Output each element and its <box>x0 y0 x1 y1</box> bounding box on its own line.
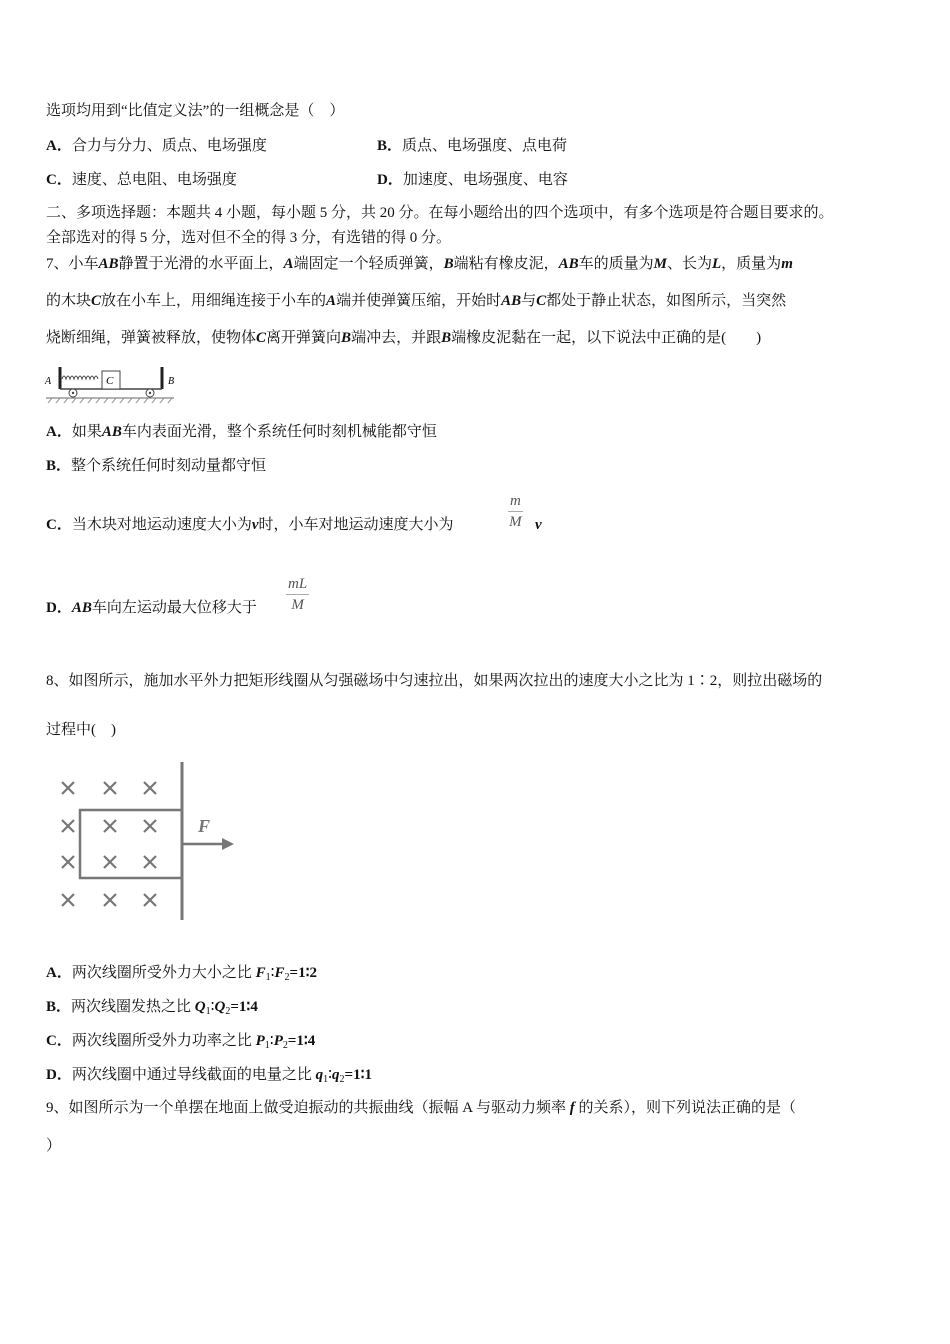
math-symbol: B <box>341 330 352 346</box>
q7-stem-line3 <box>46 328 761 348</box>
subscript: 2 <box>284 972 290 983</box>
text-segment: 放在小车上，用细绳连接于小车的 <box>101 293 327 309</box>
denominator: M <box>291 597 304 613</box>
q8-stem-line1 <box>46 671 822 691</box>
q7-stem-line1 <box>46 254 793 274</box>
math-symbol: A <box>283 256 294 272</box>
text-segment: 离开弹簧向 <box>266 330 342 346</box>
math-symbol: v <box>251 517 259 533</box>
text-segment: 8、如图所示，施加水平外力把矩形线圈从匀强磁场中匀速拉出，如果两次拉出的速度大小之比为 1∶2，则拉出磁场的 <box>46 673 823 689</box>
q6-option-a <box>46 136 267 156</box>
text-segment: =1∶1 <box>344 1067 372 1083</box>
text-segment: ，质量为 <box>721 256 782 272</box>
math-symbol: AB <box>101 424 122 440</box>
math-symbol: P <box>273 1033 283 1049</box>
q6-option-c <box>46 170 237 190</box>
text-segment: ∶ <box>328 1067 333 1083</box>
force-label: F <box>198 816 211 836</box>
text-segment: 都处于静止状态，如图所示，当突然 <box>546 293 787 309</box>
magnetic-field-cross-icon <box>144 894 156 906</box>
text-segment: B． <box>377 138 403 154</box>
q7-option-d <box>46 598 257 618</box>
text-segment: 选项均用到“比值定义法”的一组概念是（ ） <box>46 103 345 119</box>
text-segment: ∶ <box>210 999 215 1015</box>
denominator: M <box>509 514 522 530</box>
text-segment: B． <box>46 999 72 1015</box>
text-segment: B． <box>46 458 72 474</box>
text-segment: D． <box>46 600 72 616</box>
text-segment: 、长为 <box>666 256 712 272</box>
text-segment: 两次线圈发热之比 <box>71 999 195 1015</box>
math-symbol: B <box>443 256 454 272</box>
q8-option-b <box>46 997 258 1022</box>
math-symbol: C <box>91 293 102 309</box>
math-symbol: AB <box>501 293 522 309</box>
math-symbol: C <box>256 330 267 346</box>
subscript: 1 <box>205 1006 211 1017</box>
text-segment: 车内表面光滑，整个系统任何时刻机械能都守恒 <box>121 424 437 440</box>
section2-heading <box>46 203 834 223</box>
math-symbol: AB <box>558 256 579 272</box>
text-segment: ∶ <box>269 1033 274 1049</box>
text-segment: C． <box>46 517 72 533</box>
magnetic-field-cross-icon <box>62 820 74 832</box>
subscript: 1 <box>323 1074 329 1085</box>
q9-stem-line1 <box>46 1098 796 1118</box>
math-symbol: f <box>569 1100 575 1116</box>
math-symbol: m <box>781 256 793 272</box>
subscript: 1 <box>264 1040 270 1051</box>
q6-option-d <box>377 170 568 190</box>
magnetic-field-cross-icon <box>144 856 156 868</box>
magnetic-field-cross-icon <box>104 820 116 832</box>
q7-stem-line2 <box>46 291 786 311</box>
text-segment: ） <box>46 1138 62 1154</box>
text-segment: 车向左运动最大位移大于 <box>91 600 257 616</box>
text-segment: 合力与分力、质点、电场强度 <box>71 138 267 154</box>
text-segment: 整个系统任何时刻动量都守恒 <box>71 458 267 474</box>
label-a: A <box>45 376 52 387</box>
text-segment: 二、多项选择题：本题共 4 小题，每小题 5 分，共 20 分。在每小题给出的四个选项中，有多个选项是符合题目要求的。 <box>46 205 834 221</box>
text-segment: =1∶4 <box>230 999 258 1015</box>
numerator: mL <box>286 574 309 595</box>
subscript: 2 <box>339 1074 345 1085</box>
text-segment: D． <box>377 172 403 188</box>
text-segment: 全部选对的得 5 分，选对但不全的得 3 分，有选错的得 0 分。 <box>46 230 452 246</box>
subscript: 2 <box>225 1006 231 1017</box>
text-segment: 时，小车对地运动速度大小为 <box>258 517 454 533</box>
text-segment: 端橡皮泥黏在一起，以下说法中正确的是( ) <box>451 330 762 346</box>
text-segment: A． <box>46 965 72 981</box>
q8-option-a <box>46 963 317 988</box>
magnetic-field-cross-icon <box>144 820 156 832</box>
text-segment: 两次线圈中通过导线截面的电量之比 <box>71 1067 316 1083</box>
math-symbol: q <box>315 1067 324 1083</box>
q6-option-b <box>377 136 567 156</box>
text-segment: 端冲去，并跟 <box>351 330 442 346</box>
text-segment: C． <box>46 172 72 188</box>
math-symbol: B <box>441 330 452 346</box>
math-symbol: Q <box>194 999 206 1015</box>
section2-scoring <box>46 228 451 248</box>
cart-spring-figure <box>44 362 184 408</box>
text-segment: 7、小车 <box>46 256 99 272</box>
q8-stem-line2 <box>46 720 116 740</box>
velocity-symbol: v <box>535 517 542 533</box>
label-c: C <box>106 375 114 387</box>
math-symbol: P <box>255 1033 265 1049</box>
math-symbol: F <box>274 965 285 981</box>
q8-option-d <box>46 1065 372 1090</box>
q9-stem-line2 <box>46 1136 61 1156</box>
text-segment: =1∶2 <box>289 965 317 981</box>
text-segment: =1∶4 <box>287 1033 316 1049</box>
fraction-m-over-M <box>508 491 523 532</box>
text-segment: ∶ <box>270 965 275 981</box>
math-symbol: F <box>255 965 266 981</box>
text-segment: 静置于光滑的水平面上， <box>118 256 284 272</box>
text-segment: 端并使弹簧压缩，开始时 <box>336 293 502 309</box>
text-segment: 端固定一个轻质弹簧， <box>293 256 444 272</box>
magnetic-field-cross-icon <box>144 782 156 794</box>
text-segment: 的关系），则下列说法正确的是（ <box>574 1100 797 1116</box>
q7-option-b <box>46 456 266 476</box>
numerator: m <box>508 491 523 512</box>
text-segment: 质点、电场强度、点电荷 <box>402 138 568 154</box>
math-symbol: AB <box>71 600 92 616</box>
text-segment: 两次线圈所受外力功率之比 <box>71 1033 256 1049</box>
fraction-mL-over-M <box>286 574 309 615</box>
text-segment: D． <box>46 1067 72 1083</box>
math-symbol: A <box>326 293 337 309</box>
label-b: B <box>168 376 175 387</box>
q7-option-a <box>46 422 437 442</box>
text-segment: 端粘有橡皮泥， <box>453 256 559 272</box>
text-segment: 如果 <box>71 424 102 440</box>
q7-option-c <box>46 515 454 535</box>
magnetic-field-cross-icon <box>62 782 74 794</box>
text-segment: 加速度、电场强度、电容 <box>402 172 568 188</box>
text-segment: 与 <box>521 293 537 309</box>
text-segment: 过程中( ) <box>46 722 116 738</box>
math-symbol: AB <box>98 256 119 272</box>
text-segment: 速度、总电阻、电场强度 <box>71 172 237 188</box>
text-segment: 车的质量为 <box>578 256 654 272</box>
magnetic-field-cross-icon <box>62 856 74 868</box>
math-symbol: Q <box>214 999 226 1015</box>
magnetic-field-cross-icon <box>62 894 74 906</box>
text-segment: A． <box>46 424 72 440</box>
math-symbol: L <box>712 256 722 272</box>
subscript: 2 <box>282 1040 288 1051</box>
subscript: 1 <box>265 972 271 983</box>
text-segment: C． <box>46 1033 72 1049</box>
magnetic-field-cross-icon <box>104 856 116 868</box>
math-symbol: M <box>653 256 667 272</box>
math-symbol: q <box>332 1067 340 1083</box>
math-symbol: C <box>536 293 547 309</box>
magnetic-field-cross-icon <box>104 782 116 794</box>
text-segment: 当木块对地运动速度大小为 <box>71 517 252 533</box>
text-segment: 烧断细绳，弹簧被释放，使物体 <box>46 330 257 346</box>
q6-stem <box>46 101 344 121</box>
magnetic-field-cross-icon <box>104 894 116 906</box>
q8-option-c <box>46 1031 315 1056</box>
text-segment: 的木块 <box>46 293 92 309</box>
text-segment: 两次线圈所受外力大小之比 <box>71 965 256 981</box>
text-segment: 9、如图所示为一个单摆在地面上做受迫振动的共振曲线（振幅 A 与驱动力频率 <box>46 1100 570 1116</box>
text-segment: A． <box>46 138 72 154</box>
magnetic-coil-figure <box>50 758 250 924</box>
